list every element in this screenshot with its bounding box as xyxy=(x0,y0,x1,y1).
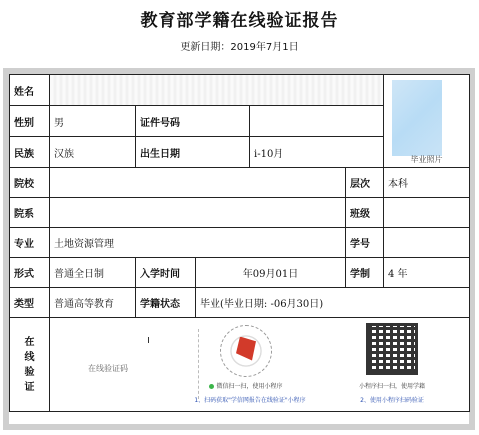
row-major xyxy=(10,228,470,258)
verify-char-3: 验 xyxy=(24,366,35,378)
birth-date-label: 出生日期 xyxy=(136,137,250,168)
wechat-icon xyxy=(209,384,214,389)
update-date: 更新日期：2019年7月1日 xyxy=(180,42,299,53)
level-value: 本科 xyxy=(384,168,470,198)
major-value: 土地资源管理 xyxy=(50,228,346,258)
ethnicity-label: 民族 xyxy=(10,137,50,168)
step-two: 2、使用小程序扫码验证 xyxy=(360,396,424,404)
name-label: 姓名 xyxy=(10,75,50,106)
id-no-value xyxy=(250,106,384,137)
status-value: 毕业(毕业日期: -06月30日) xyxy=(196,288,470,318)
status-label: 学籍状态 xyxy=(136,288,196,318)
verify-qr-code-icon[interactable] xyxy=(366,323,418,375)
type-label: 类型 xyxy=(10,288,50,318)
department-label: 院系 xyxy=(10,198,50,228)
student-no-label: 学号 xyxy=(346,228,384,258)
verify-code-label: 在线验证码 xyxy=(88,363,128,373)
form-label: 形式 xyxy=(10,258,50,288)
row-department xyxy=(10,198,470,228)
major-label: 专业 xyxy=(10,228,50,258)
hint-wechat-scan: 微信扫一扫，使用小程序 xyxy=(200,381,292,390)
class-label: 班级 xyxy=(346,198,384,228)
graduation-photo xyxy=(392,80,442,156)
student-info-table xyxy=(9,74,470,412)
enroll-date-value: 年09月01日 xyxy=(196,258,346,288)
ethnicity-value: 汉族 xyxy=(50,137,136,168)
step-one: 1、扫码获取"学信网报告在线验证"小程序 xyxy=(194,396,306,404)
length-value: 4 年 xyxy=(384,258,470,288)
report-title: 教育部学籍在线验证报告 xyxy=(140,11,339,31)
name-value xyxy=(50,75,384,106)
verify-char-1: 在 xyxy=(24,336,35,348)
row-name xyxy=(10,75,470,106)
verify-label xyxy=(10,318,50,412)
type-value: 普通高等教育 xyxy=(50,288,136,318)
gender-value: 男 xyxy=(50,106,136,137)
row-form xyxy=(10,258,470,288)
row-verify xyxy=(10,318,470,412)
class-value xyxy=(384,198,470,228)
verify-char-4: 证 xyxy=(24,381,35,393)
student-no-value xyxy=(384,228,470,258)
department-value xyxy=(50,198,346,228)
photo-cell xyxy=(384,75,470,168)
gender-label: 性别 xyxy=(10,106,50,137)
form-value: 普通全日制 xyxy=(50,258,136,288)
hint-miniprogram-scan: 小程序扫一扫，使用学籍 xyxy=(358,382,425,390)
row-type xyxy=(10,288,470,318)
school-value xyxy=(50,168,346,198)
id-no-label: 证件号码 xyxy=(136,106,250,137)
enroll-date-label: 入学时间 xyxy=(136,258,196,288)
school-label: 院校 xyxy=(10,168,50,198)
photo-caption: 毕业照片 xyxy=(410,155,443,164)
row-school xyxy=(10,168,470,198)
birth-date-value: ⅰ-10月 xyxy=(250,137,384,168)
level-label: 层次 xyxy=(346,168,384,198)
verify-char-2: 线 xyxy=(24,351,35,363)
verify-area xyxy=(50,318,470,412)
length-label: 学制 xyxy=(346,258,384,288)
